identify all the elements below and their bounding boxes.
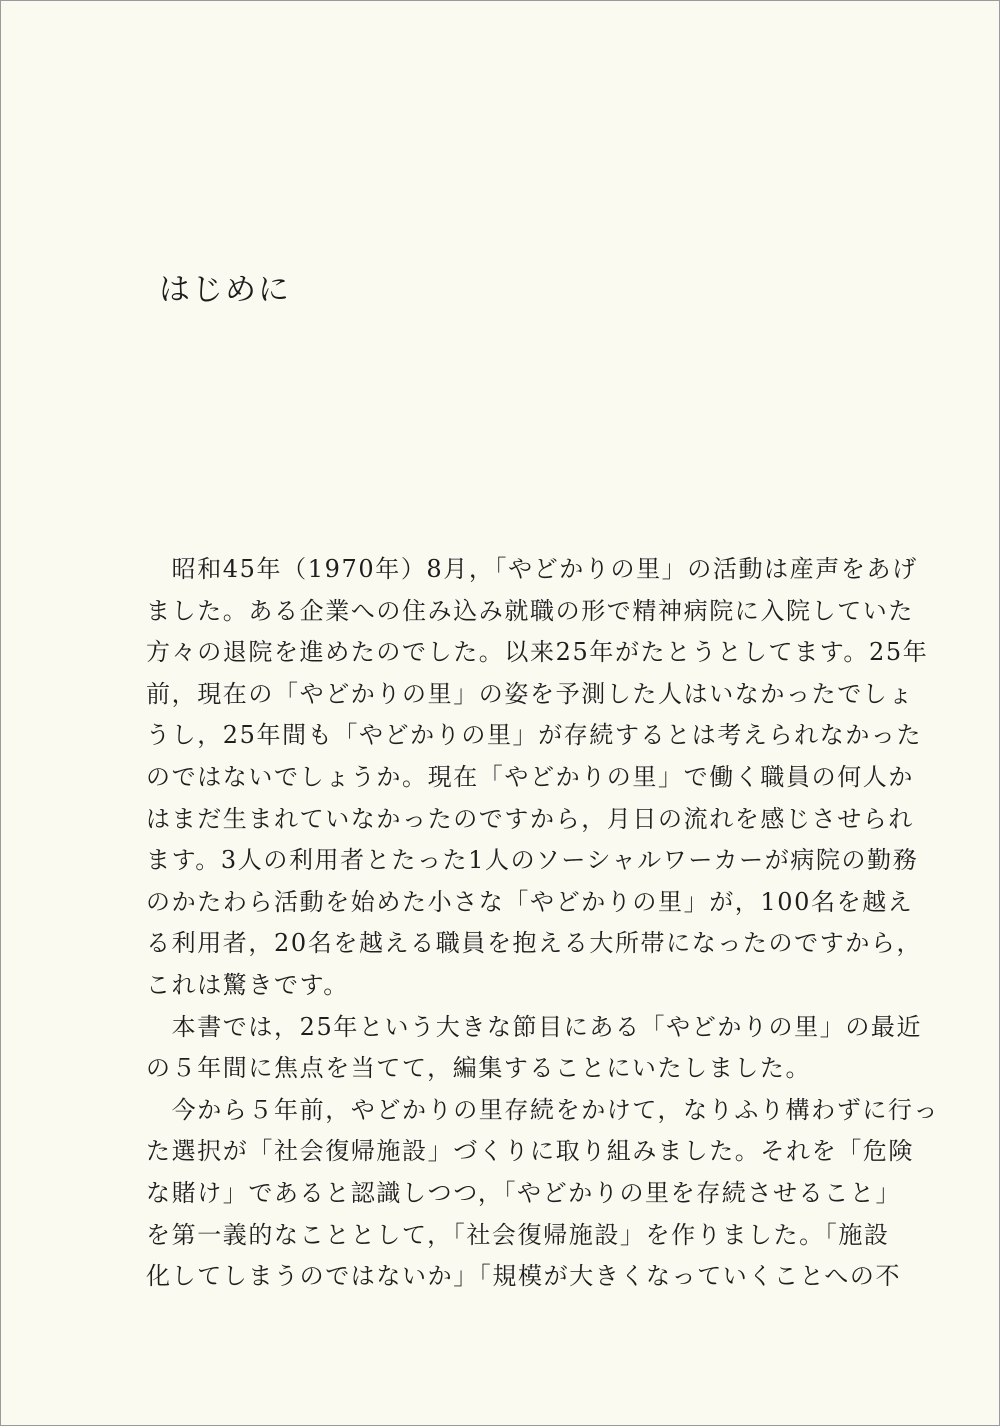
text-line: これは驚きです。 — [146, 970, 349, 999]
page-heading: はじめに — [159, 272, 291, 308]
text-line: 昭和45年（1970年）8月，「やどかりの里」の活動は産声をあげ — [146, 555, 918, 583]
text-line: ました。ある企業への住み込み就職の形で精神病院に入院していた — [146, 596, 914, 625]
text-line: な賭け」であると認識しつつ，「やどかりの里を存続させること」 — [146, 1178, 902, 1207]
text-line: のかたわら活動を始めた小さな「やどかりの里」が，100名を越え — [146, 887, 914, 916]
text-line: はまだ生まれていなかったのですから，月日の流れを感じさせられ — [146, 804, 914, 833]
text-line: た選択が「社会復帰施設」づくりに取り組みました。それを「危険 — [146, 1137, 914, 1166]
text-line: のではないでしょうか。現在「やどかりの里」で働く職員の何人か — [146, 762, 914, 791]
text-line: る利用者，20名を越える職員を抱える大所帯になったのですから， — [146, 929, 923, 958]
text-line: 化してしまうのではないか」「規模が大きくなっていくことへの不 — [146, 1262, 902, 1291]
text-line: うし，25年間も「やどかりの里」が存続するとは考えられなかった — [146, 721, 923, 750]
text-line: を第一義的なこととして，「社会復帰施設」を作りました。「施設 — [146, 1220, 890, 1249]
body-text — [146, 549, 940, 1298]
text-line: ます。3人の利用者とたった1人のソーシャルワーカーが病院の勤務 — [146, 846, 919, 875]
text-line: の５年間に焦点を当てて，編集することにいたしました。 — [146, 1054, 812, 1083]
text-line: 前，現在の「やどかりの里」の姿を予測した人はいなかったでしょ — [146, 679, 914, 708]
text-line: 方々の退院を進めたのでした。以来25年がたとうとしてます。25年 — [146, 638, 929, 667]
text-line: 本書では，25年という大きな節目にある「やどかりの里」の最近 — [146, 1012, 923, 1041]
text-line: 今から５年前，やどかりの里存続をかけて，なりふり構わずに行っ — [146, 1095, 940, 1124]
